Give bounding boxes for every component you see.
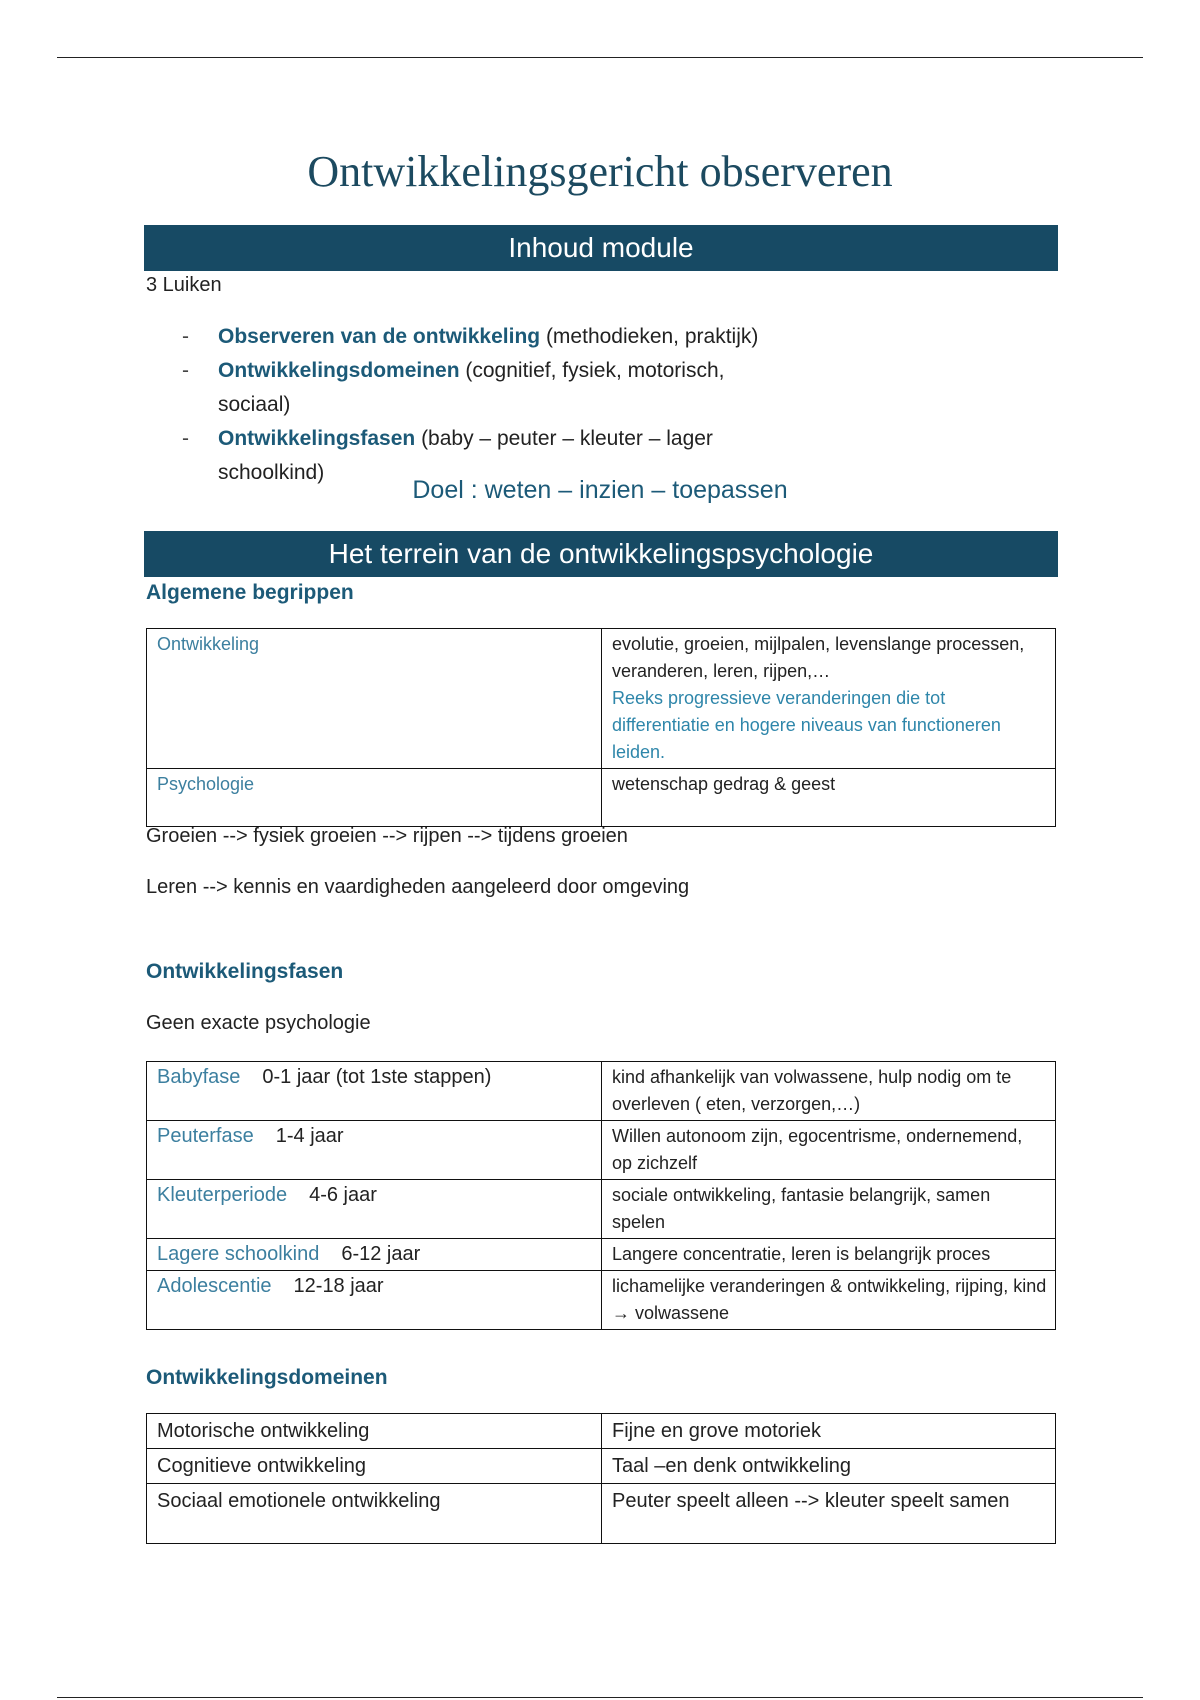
- heading-algemene-begrippen: Algemene begrippen: [146, 581, 354, 604]
- luiken-list: [180, 320, 778, 490]
- phase-age: 12-18 jaar: [293, 1275, 384, 1297]
- list-item-detail: (methodieken, praktijk): [540, 325, 759, 348]
- list-item: [180, 320, 778, 354]
- section-banner-terrein: Het terrein van de ontwikkelingspsychologie: [144, 531, 1058, 577]
- phase-name: Babyfase: [157, 1066, 241, 1088]
- term-cell: Psychologie: [147, 769, 602, 827]
- phase-name: Lagere schoolkind: [157, 1243, 320, 1265]
- domain-cell: Sociaal emotionele ontwikkeling: [147, 1484, 602, 1544]
- term-cell: Ontwikkeling: [147, 629, 602, 769]
- description-cell: kind afhankelijk van volwassene, hulp nodig om te overleven ( eten, verzorgen,…): [602, 1062, 1056, 1121]
- phase-age: 0-1 jaar (tot 1ste stappen): [262, 1066, 492, 1088]
- table-row: [147, 769, 1056, 827]
- note-groeien: Groeien --> fysiek groeien --> rijpen --> tijdens groeien: [146, 825, 628, 847]
- table-row: [147, 1271, 1056, 1330]
- bottom-rule: [57, 1697, 1143, 1698]
- domeinen-table: [146, 1413, 1056, 1544]
- description-cell: [602, 629, 1056, 769]
- table-row: [147, 1121, 1056, 1180]
- domain-cell: Motorische ontwikkeling: [147, 1414, 602, 1449]
- list-item-keyword: Ontwikkelingsdomeinen: [218, 359, 460, 382]
- heading-ontwikkelingsfasen: Ontwikkelingsfasen: [146, 960, 344, 983]
- phase-cell: [147, 1271, 602, 1330]
- page-title: Ontwikkelingsgericht observeren: [307, 147, 893, 196]
- phase-cell: [147, 1121, 602, 1180]
- table-row: [147, 1180, 1056, 1239]
- phase-cell: [147, 1062, 602, 1121]
- phase-name: Adolescentie: [157, 1275, 272, 1297]
- phase-name: Peuterfase: [157, 1125, 254, 1147]
- phase-cell: [147, 1239, 602, 1271]
- description-cell: sociale ontwikkeling, fantasie belangrijk, samen spelen: [602, 1180, 1056, 1239]
- begrippen-table: [146, 628, 1056, 827]
- description-cell: Willen autonoom zijn, egocentrisme, ondernemend, op zichzelf: [602, 1121, 1056, 1180]
- fasen-intro: Geen exacte psychologie: [146, 1012, 371, 1034]
- fasen-table: [146, 1061, 1056, 1330]
- description-cell: Fijne en grove motoriek: [602, 1414, 1056, 1449]
- list-item-keyword: Observeren van de ontwikkeling: [218, 325, 541, 348]
- top-rule: [57, 57, 1143, 58]
- table-row: [147, 1449, 1056, 1484]
- definition-text: Reeks progressieve veranderingen die tot differentiatie en hogere niveaus van functioneren leiden.: [612, 688, 1001, 762]
- description-cell: Langere concentratie, leren is belangrijk proces: [602, 1239, 1056, 1271]
- luiken-label: 3 Luiken: [146, 274, 222, 296]
- description-text: evolutie, groeien, mijlpalen, levenslange processen, veranderen, leren, rijpen,…: [612, 634, 1025, 681]
- list-item-keyword: Ontwikkelingsfasen: [218, 427, 416, 450]
- phase-age: 4-6 jaar: [309, 1184, 377, 1206]
- phase-cell: [147, 1180, 602, 1239]
- heading-ontwikkelingsdomeinen: Ontwikkelingsdomeinen: [146, 1366, 388, 1389]
- list-item: [180, 354, 778, 422]
- table-row: [147, 1062, 1056, 1121]
- section-banner-inhoud: Inhoud module: [144, 225, 1058, 271]
- table-row: [147, 1239, 1056, 1271]
- goal-line: Doel : weten – inzien – toepassen: [412, 476, 788, 504]
- phase-age: 1-4 jaar: [275, 1125, 344, 1147]
- domain-cell: Cognitieve ontwikkeling: [147, 1449, 602, 1484]
- phase-name: Kleuterperiode: [157, 1184, 288, 1206]
- list-item-detail: (baby – peuter – kleuter – lager schoolkind): [218, 427, 713, 484]
- description-cell: Taal –en denk ontwikkeling: [602, 1449, 1056, 1484]
- table-row: [147, 629, 1056, 769]
- note-leren: Leren --> kennis en vaardigheden aangeleerd door omgeving: [146, 876, 690, 898]
- description-cell: lichamelijke veranderingen & ontwikkeling, rijping, kind → volwassene: [602, 1271, 1056, 1330]
- table-row: [147, 1414, 1056, 1449]
- list-item-detail: (cognitief, fysiek, motorisch, sociaal): [218, 359, 725, 416]
- description-cell: Peuter speelt alleen --> kleuter speelt samen: [602, 1484, 1056, 1544]
- table-row: [147, 1484, 1056, 1544]
- phase-age: 6-12 jaar: [341, 1243, 421, 1265]
- description-cell: wetenschap gedrag & geest: [602, 769, 1056, 827]
